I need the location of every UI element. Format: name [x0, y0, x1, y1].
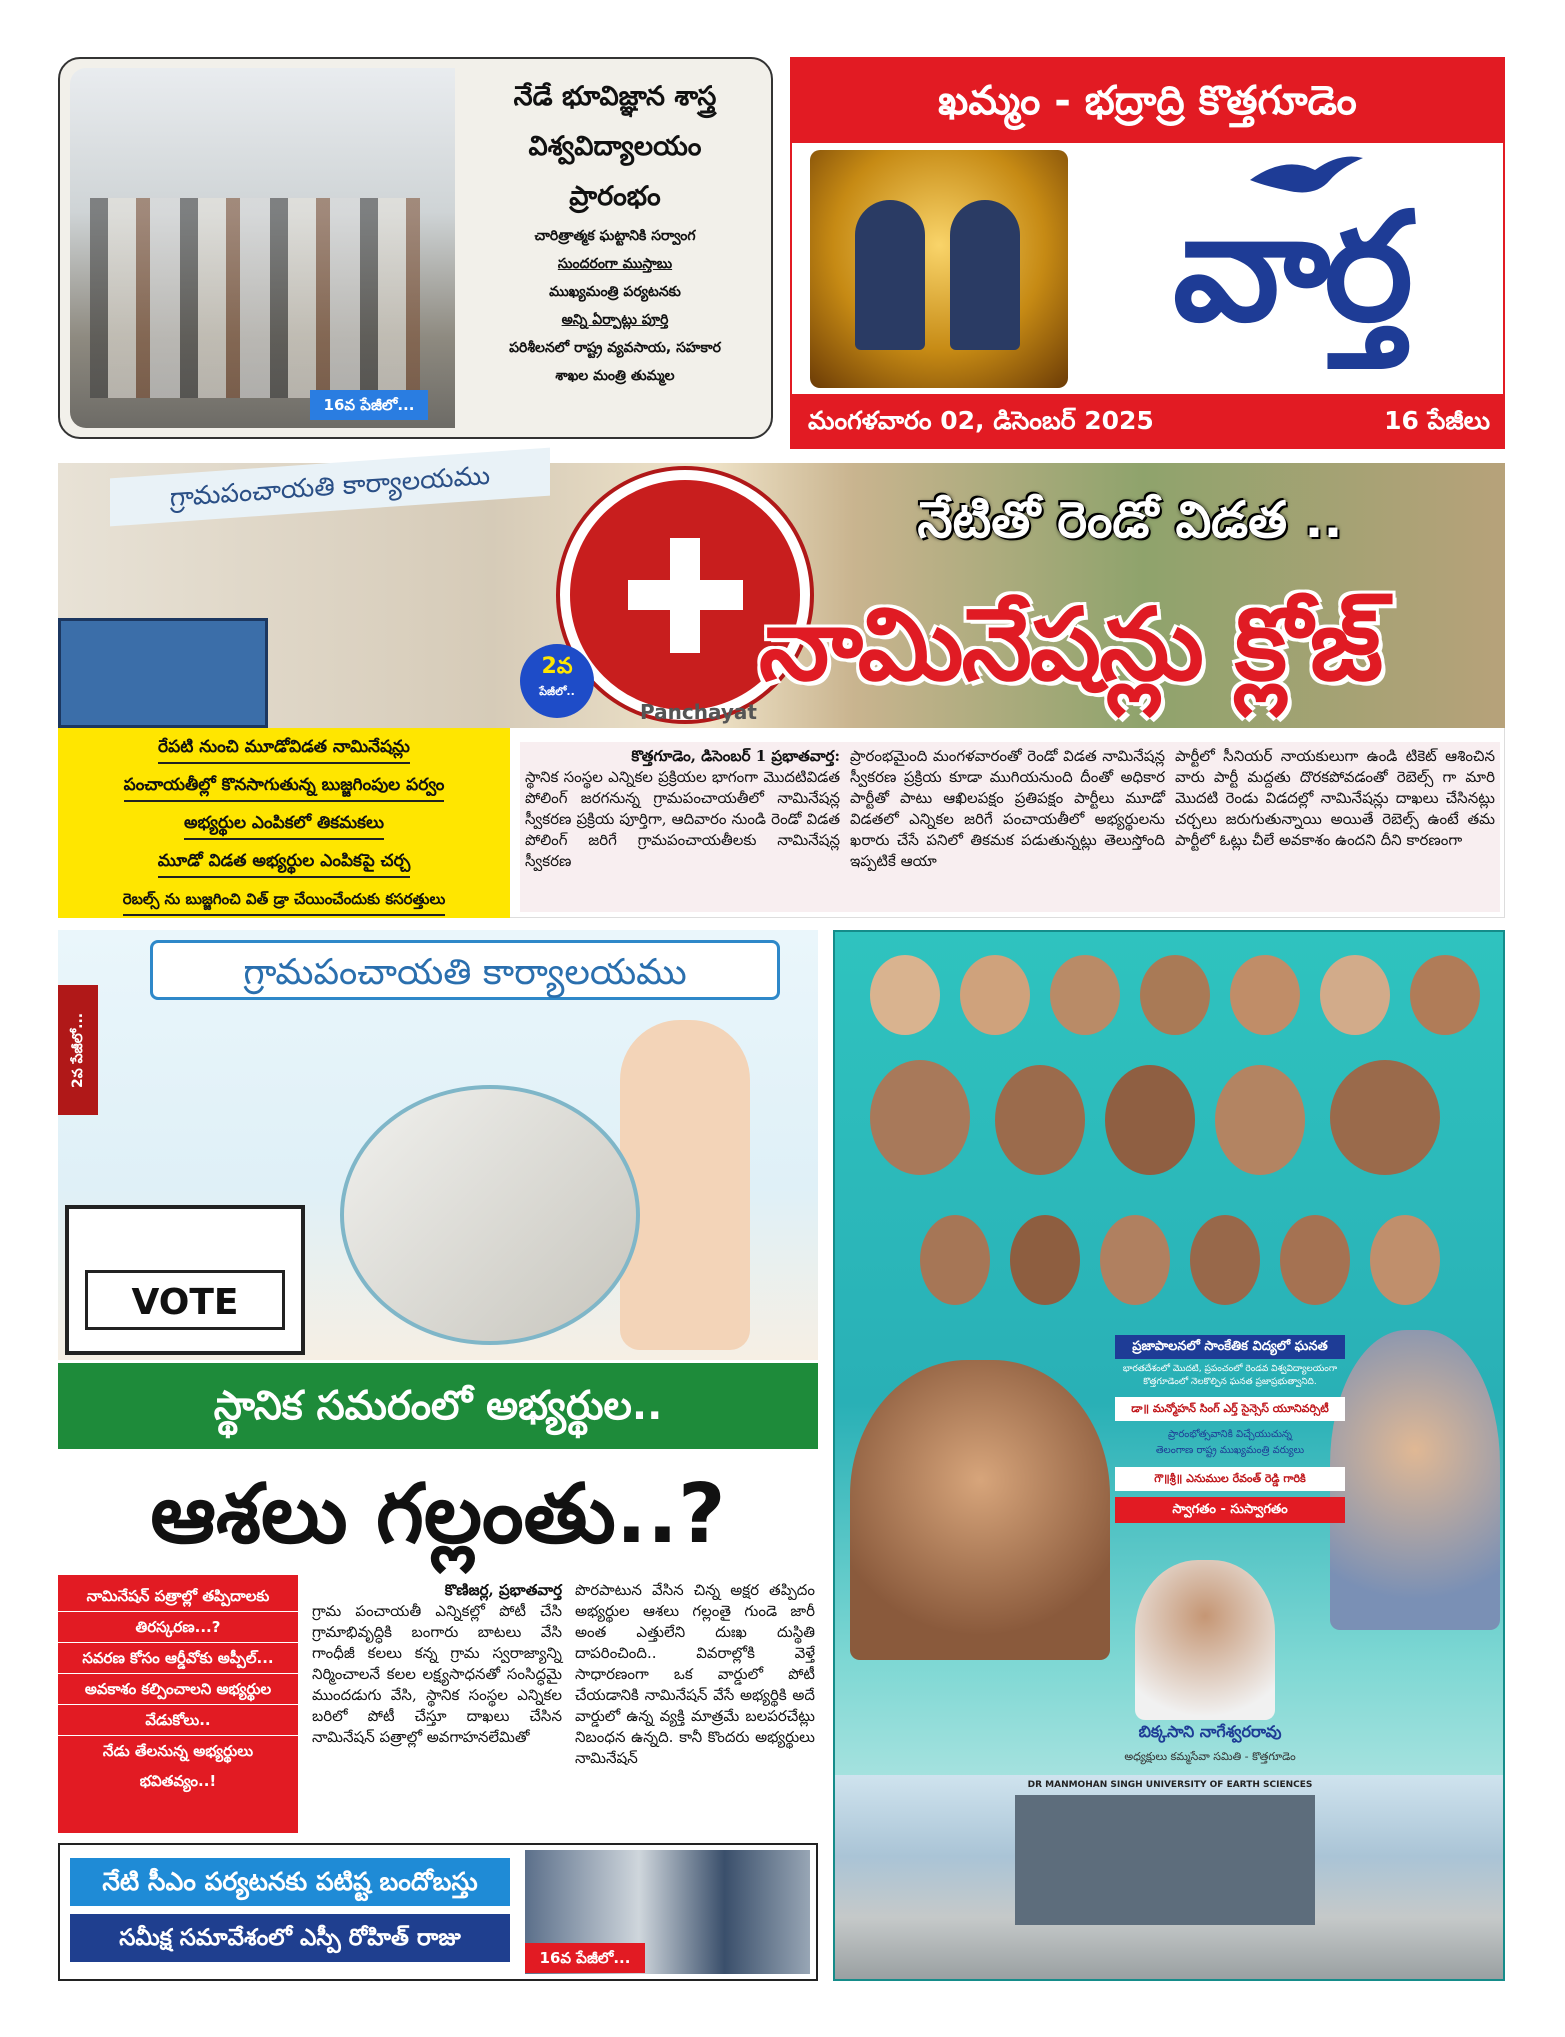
temple-deity-image [810, 150, 1068, 388]
issue-date: మంగళవారం 02, డిసెంబర్ 2025 [808, 406, 1154, 435]
lead-headline: నామినేషన్లు క్లోజ్ [758, 586, 1381, 703]
teaser-line: ముఖ్యమంత్రి పర్యటనకు [549, 284, 681, 300]
page-count: 16 పేజీలు [1384, 406, 1490, 435]
vote-label: VOTE [85, 1270, 285, 1330]
lead-kicker: నేటితో రెండో విడత .. [917, 491, 1343, 549]
lead-column-1 [525, 746, 840, 911]
story2-column-text: పొరపాటున వేసిన చిన్న అక్షర తప్పిదం అభ్యర్థుల ఆశలు గల్లంతై గుండె జారీ అంత ఎత్తులేని దుఃఖ దుస్థితి దాపరించింది.. వివరాల్లోకి వెళ్తే సాధారణంగా ఒక వార్డులో పోటీ చేయడానికి నామినేషన్ వేసే అభ్యర్థికి అదే వార్డులో ఉన్న వ్యక్తి మాత్రమే బలపరచేట్లు నిబంధన ఉన్నది. కానీ కొందరు అభ్యర్థులు నామినేషన్ [575, 1581, 815, 1767]
ad-subline: తెలంగాణ రాష్ట్ర ముఖ్యమంత్రి వర్యులు [1155, 1445, 1305, 1456]
bottom-teaser-line-2: సమీక్ష సమావేశంలో ఎస్పీ రోహిత్ రాజు [70, 1914, 510, 1962]
highlight-line: పంచాయతీల్లో కొనసాగుతున్న బుజ్జగింపుల పర్వం [124, 770, 445, 802]
teaser-line: చారిత్రాత్మక ఘట్టానికి సర్వాంగ [534, 228, 696, 244]
lead-column-text: ప్రారంభమైంది మంగళవారంతో రెండో విడత నామినేషన్ల స్వీకరణ ప్రక్రియ కూడా ముగియనుంది దీంతో అధికార పార్టీతో పాటు ఆఖిలపక్షం ప్రతిపక్షం పార్టీలు మూడో విడతలో ఎన్నికల జరిగే పంచాయతీలో అభ్యర్థులను ఖరారు చేసే పనిలో తికమక పడుతున్నట్లు తెలుస్తోంది ఇప్పటికే ఆయా [850, 747, 1165, 870]
sidebar-line: భవితవ్యం..! [139, 1772, 217, 1790]
story2-sidebar [58, 1575, 298, 1833]
building-sign: DR MANMOHAN SINGH UNIVERSITY OF EARTH SCIENCES [1027, 1780, 1313, 1790]
ad-subline: కొత్తగూడెంలో నెలకొల్పిన ఘనత ప్రజాప్రభుత్వానిది. [1143, 1377, 1317, 1387]
sponsor-title: అధ్యక్షులు కమ్మసేవా సమితి - కొత్తగూడెం [1124, 1750, 1296, 1763]
edition-banner: ఖమ్మం - భద్రాద్రి కొత్తగూడెం [792, 59, 1503, 143]
teaser-text [462, 72, 768, 432]
page-ref-number: 2వ [541, 654, 573, 679]
lead-column-text: స్థానిక సంస్థల ఎన్నికల ప్రక్రియల భాగంగా మొదటివిడత పోలింగ్ జరగనున్న గ్రామపంచాయతీలో నామినేషన్ల స్వీకరణ ప్రక్రియ పూర్తిగా, ఆదివారం నుండి రెండో విడత పోలింగ్ జరిగే గ్రామపంచాయతీలకు నామినేషన్ల స్వీకరణ [525, 768, 840, 870]
highlight-line: రెబల్స్ ను బుజ్జగించి విత్ డ్రా చేయించేందుకు కసరత్తులు [123, 884, 446, 916]
sidebar-line: నేడు తేలనున్న అభ్యర్థులు [102, 1742, 254, 1760]
sidebar-line: అవకాశం కల్పించాలని అభ్యర్థుల [58, 1674, 298, 1705]
sidebar-line: తిరస్కరణ...? [58, 1612, 298, 1643]
teaser-photo [70, 68, 455, 428]
bottom-teaser-line-1: నేటి సీఎం పర్యటనకు పటిష్ట బందోబస్తు [70, 1858, 510, 1906]
teaser-line: పరిశీలనలో రాష్ట్ర వ్యవసాయ, సహకార [509, 340, 721, 356]
teaser-title-3: ప్రారంభం [569, 181, 661, 212]
manmohan-photo [1330, 1330, 1500, 1630]
teaser-title-1: నేడే భూవిజ్ఞాన శాస్త్ర [513, 81, 717, 112]
page-ref-badge[interactable]: 16వ పేజీలో... [310, 390, 428, 420]
leaders-row-2 [860, 1055, 1490, 1185]
ad-welcome: స్వాగతం - సుస్వాగతం [1115, 1497, 1345, 1523]
sidebar-line: నామినేషన్ పత్రాల్లో తప్పిదాలకు [58, 1581, 298, 1612]
highlight-line: మూడో విడత అభ్యర్థుల ఎంపికపై చర్చ [158, 846, 411, 878]
lead-column-3 [1175, 746, 1495, 911]
story2-page-ref[interactable]: 2వ పేజీలో... [58, 985, 98, 1115]
ink-finger-image [620, 1020, 750, 1350]
story2-column-text: గ్రామ పంచాయతీ ఎన్నికల్లో పోటీ చేసి గ్రామాభివృద్ధికి బంగారు బాటలు వేసి గాంధీజీ కలలు కన్న గ్రామ స్వరాజ్యాన్ని నిర్మించాలనే కలల లక్ష్యసాధనతో సంసిద్ధమై ముందడుగు వేసి, స్థానిక సంస్థల ఎన్నికల బరిలో పోటీ చేస్తూ దాఖలు చేసిన నామినేషన్ పత్రాల్లో అవగాహనలేమితో [312, 1602, 562, 1746]
inset-photo [340, 1085, 640, 1345]
masthead-logo: వార్త [1172, 181, 1408, 355]
highlight-line: రేపటి నుంచి మూడోవిడత నామినేషన్లు [158, 732, 410, 764]
sidebar-line: సవరణ కోసం ఆర్డీవోకు అప్పీల్... [58, 1643, 298, 1674]
teaser-line: శాఖల మంత్రి తుమ్మల [555, 368, 675, 384]
lead-column-2 [850, 746, 1165, 911]
teaser-line: సుందరంగా ముస్తాబు [557, 256, 673, 272]
ad-subline: భారతదేశంలో మొదటి, ప్రపంచంలో రెండవ విశ్వవిద్యాలయంగా [1122, 1364, 1338, 1374]
ballot-box [58, 618, 268, 728]
page-ref-circle[interactable] [520, 644, 594, 718]
page-ref-label: పేజీలో.. [539, 685, 575, 698]
story2-dateline: కొణిజర్ల, ప్రభాతవార్త [444, 1581, 562, 1599]
university-building-image [835, 1775, 1503, 1979]
story2-kicker: స్థానిక సమరంలో అభ్యర్థుల.. [58, 1363, 818, 1449]
story2-column-2 [575, 1580, 815, 1835]
teaser-line: అన్ని ఏర్పాట్లు పూర్తి [561, 312, 669, 328]
sponsor-photo [1135, 1560, 1275, 1720]
sidebar-line: వేడుకోలు.. [58, 1705, 298, 1736]
panchayat-caption: Panchayat [640, 700, 757, 724]
lead-column-text: పార్టీలో సీనియర్ నాయకులుగా ఉండి టికెట్ ఆశించిన వారు పార్టీ మద్దతు దొరకపోవడంతో రెబెల్స్ గా మారి మొదటి రెండు విడదల్లో నామినేషన్లు దాఖలు చేసినట్లు చర్చలు జరుగుతున్నాయి అయితే రెబెల్స్ ఉంటే తమ పార్టీలో ఓట్లు చీలే అవకాశం ఉందని దీని కారణంగా [1175, 747, 1495, 849]
page-ref-badge[interactable]: 16వ పేజీలో... [525, 1943, 645, 1973]
ad-cm-name: గౌ॥శ్రీ॥ ఎనుముల రేవంత్ రెడ్డి గారికి [1115, 1467, 1345, 1491]
lead-highlights [58, 728, 510, 918]
story2-headline: ఆశలు గల్లంతు..? [150, 1467, 726, 1562]
highlight-line: అభ్యర్థుల ఎంపికలో తికమకలు [184, 808, 384, 840]
lead-image-sign: గ్రామపంచాయతి కార్యాలయము [110, 448, 550, 527]
cm-photo [850, 1360, 1110, 1660]
teaser-title-2: విశ్వవిద్యాలయం [528, 131, 702, 162]
lead-dateline: కొత్తగూడెం, డిసెంబర్ 1 ప్రభాతవార్త: [631, 747, 840, 765]
ad-title: ప్రజాపాలనలో సాంకేతిక విద్యలో ఘనత [1115, 1335, 1345, 1359]
sponsor-name: బిక్కసాని నాగేశ్వరరావు [1138, 1722, 1282, 1741]
ad-subline: ప్రారంభోత్సవానికి విచ్చేయుచున్న [1168, 1429, 1292, 1440]
leaders-row-1 [860, 945, 1490, 1045]
ad-university: డా॥ మన్మోహన్ సింగ్ ఎర్త్ సైన్సెస్ యూనివర్సిటీ [1115, 1397, 1345, 1421]
story2-column-1 [312, 1580, 562, 1835]
leaders-row-3 [860, 1205, 1490, 1315]
story2-image-sign: గ్రామపంచాయతి కార్యాలయము [150, 940, 780, 1000]
